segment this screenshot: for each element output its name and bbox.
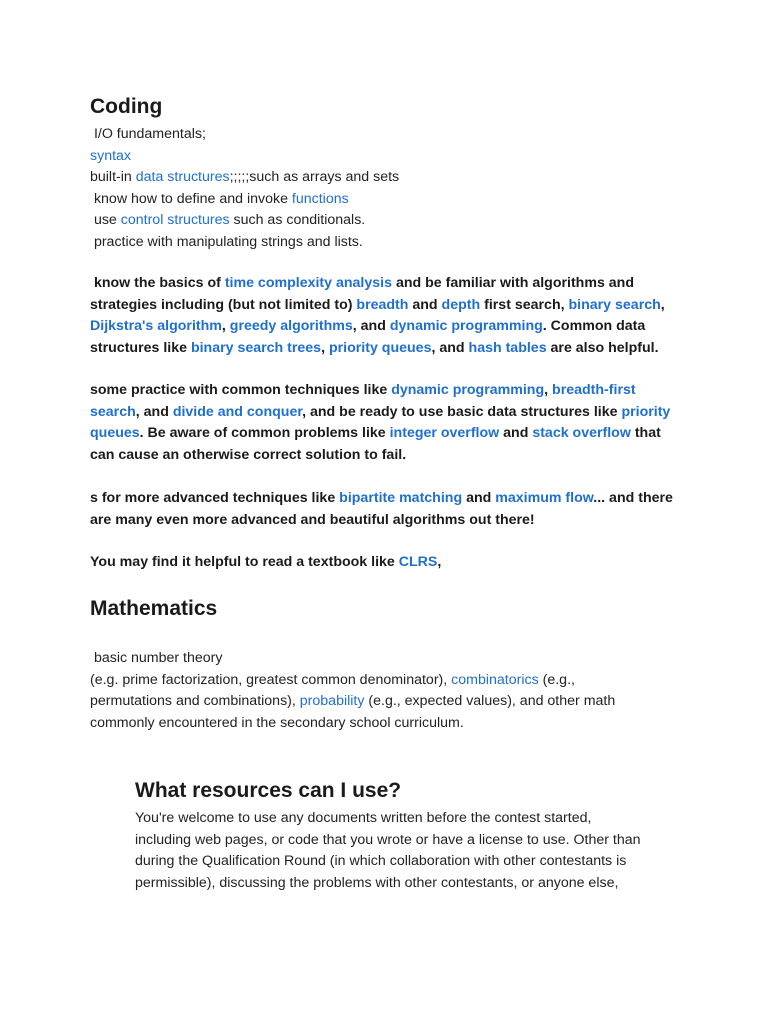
text-span: , [221,318,230,334]
text-span: and be familiar with algorithms and [392,275,635,291]
text-span: , and be ready to use basic data structures like [302,403,622,420]
coding-line-syntax [90,146,399,168]
link-breadth-first-search[interactable]: breadth-first [552,382,636,398]
text-span: (e.g., [538,671,575,688]
coding-line-strings: practice with manipulating strings and lists. [90,233,363,250]
link-binary-search[interactable]: binary search [568,296,661,313]
link-time-complexity[interactable]: time complexity analysis [224,275,392,291]
link-maximum-flow[interactable]: maximum flow [495,490,594,506]
paragraph-line [90,295,665,317]
resources-paragraph [135,808,641,894]
link-combinatorics[interactable]: combinatorics [451,671,539,688]
link-bipartite-matching[interactable]: bipartite matching [339,490,463,506]
text-span: structures like [90,339,191,356]
text-span: and [462,490,496,506]
algorithms-paragraph-advanced [90,488,673,531]
paragraph-line: including web pages, or code that you wrote or have a license to use. Other than [135,831,641,848]
text-span: know the basics of [90,275,225,291]
link-binary-search-trees[interactable]: binary search trees [190,339,322,356]
link-depth[interactable]: depth [441,296,481,313]
text-span: ... and there [593,490,673,506]
text-span: that [630,425,661,441]
paragraph-line [90,488,673,510]
paragraph-line: can cause an otherwise correct solution to fail. [90,446,407,463]
coding-line-io: I/O fundamentals; [90,126,206,142]
link-data-structures[interactable]: data structures [135,169,230,185]
coding-list [90,124,399,253]
algorithms-paragraph-basics [90,273,665,359]
text-span: , [660,296,665,313]
resources-heading: What resources can I use? [135,779,402,802]
text-span: ;;;;;such as arrays and sets [229,169,400,185]
paragraph-line [90,380,670,402]
coding-heading: Coding [90,95,163,118]
link-control-structures[interactable]: control structures [120,212,230,228]
text-span: permutations and combinations), [90,693,300,709]
paragraph-line [90,691,615,713]
link-priority-queues-2-cont[interactable]: queues [90,425,140,441]
link-functions[interactable]: functions [291,190,349,207]
coding-line-functions [90,189,399,211]
text-span: , and [135,403,173,420]
link-greedy-algorithms[interactable]: greedy algorithms [229,318,353,334]
text-span: built-in [90,169,136,185]
link-priority-queues[interactable]: priority queues [328,339,432,356]
link-dynamic-programming-2[interactable]: dynamic programming [391,382,545,398]
link-dynamic-programming[interactable]: dynamic programming [389,318,543,334]
text-span: are also helpful. [546,339,659,356]
text-span: and [408,296,442,313]
link-clrs[interactable]: CLRS [398,554,438,570]
text-span: . Be aware of common problems like [139,425,390,441]
paragraph-line [90,402,670,424]
mathematics-paragraph [90,648,615,734]
text-span: (e.g., expected values), and other math [364,693,616,709]
text-span: use [90,212,121,228]
coding-line-control-structures [90,210,399,232]
paragraph-line [90,316,665,338]
mathematics-heading: Mathematics [90,597,218,620]
text-span: strategies including (but not limited to) [90,296,357,313]
link-hash-tables[interactable]: hash tables [468,339,547,356]
paragraph-line: permissible), discussing the problems with other contestants, or anyone else, [135,874,619,891]
text-span: . Common data [542,318,646,334]
paragraph-line: basic number theory [90,650,223,666]
paragraph-line [90,670,615,692]
text-span: You may find it helpful to read a textbook like [90,554,399,570]
text-span: , [544,382,553,398]
text-span: first search, [480,296,569,313]
link-dijkstra[interactable]: Dijkstra's algorithm [90,318,222,334]
algorithms-paragraph-techniques [90,380,670,466]
paragraph-line [90,552,441,574]
link-breadth[interactable]: breadth [356,296,409,313]
text-span: s for more advanced techniques like [90,490,340,506]
text-span: and [499,425,533,441]
link-divide-and-conquer[interactable]: divide and conquer [172,403,303,420]
paragraph-line: commonly encountered in the secondary school curriculum. [90,714,464,731]
algorithms-paragraph-textbook [90,552,441,574]
link-breadth-first-search-cont[interactable]: search [90,403,136,420]
link-syntax[interactable]: syntax [90,147,132,164]
text-span: know how to define and invoke [90,190,292,207]
paragraph-line [90,273,665,295]
text-span: , and [352,318,390,334]
text-span: such as conditionals. [229,212,366,228]
text-span: some practice with common techniques like [90,382,392,398]
paragraph-line [90,423,670,445]
text-span: , [437,554,442,570]
paragraph-line: You're welcome to use any documents written before the contest started, [135,810,592,826]
text-span: , [321,339,329,356]
link-priority-queues-2[interactable]: priority [621,403,671,420]
paragraph-line [90,338,665,360]
link-probability[interactable]: probability [299,693,365,709]
paragraph-line: during the Qualification Round (in which collaboration with other contestants is [135,853,627,869]
paragraph-line: are many even more advanced and beautiful algorithms out there! [90,511,535,528]
text-span: (e.g. prime factorization, greatest common denominator), [90,671,452,688]
link-integer-overflow[interactable]: integer overflow [389,425,500,441]
coding-line-data-structures [90,167,399,189]
link-stack-overflow[interactable]: stack overflow [532,425,631,441]
text-span: , and [431,339,469,356]
